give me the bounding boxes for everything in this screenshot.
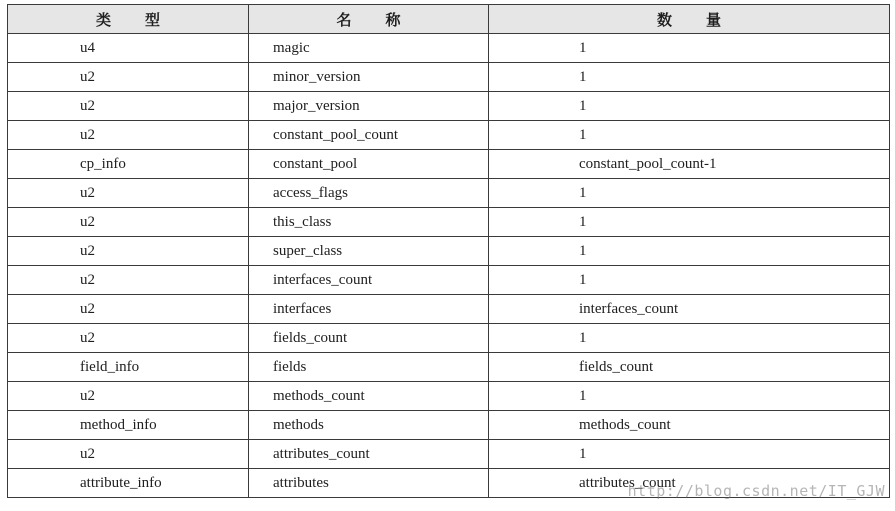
count-cell: 1 <box>489 324 890 353</box>
table-row <box>8 121 890 150</box>
header-count-char-1: 数 <box>656 10 672 29</box>
count-cell: 1 <box>489 63 890 92</box>
class-file-structure-table-container <box>7 4 890 498</box>
name-cell: methods_count <box>249 382 489 411</box>
table-row <box>8 179 890 208</box>
count-cell: interfaces_count <box>489 295 890 324</box>
count-cell: constant_pool_count-1 <box>489 150 890 179</box>
table-row <box>8 92 890 121</box>
count-cell: 1 <box>489 92 890 121</box>
table-row <box>8 34 890 63</box>
name-cell: major_version <box>249 92 489 121</box>
table-row <box>8 382 890 411</box>
header-count <box>489 5 890 34</box>
table-row <box>8 411 890 440</box>
type-cell: u2 <box>8 92 249 121</box>
watermark-text: http://blog.csdn.net/IT_GJW <box>627 482 885 500</box>
header-name <box>249 5 489 34</box>
type-cell: u2 <box>8 208 249 237</box>
name-cell: this_class <box>249 208 489 237</box>
type-cell: cp_info <box>8 150 249 179</box>
table-body <box>8 34 890 498</box>
type-cell: u4 <box>8 34 249 63</box>
table-row <box>8 63 890 92</box>
name-cell: interfaces_count <box>249 266 489 295</box>
type-cell: attribute_info <box>8 469 249 498</box>
count-cell: 1 <box>489 382 890 411</box>
table-row <box>8 324 890 353</box>
type-cell: u2 <box>8 440 249 469</box>
type-cell: u2 <box>8 324 249 353</box>
type-cell: u2 <box>8 63 249 92</box>
name-cell: constant_pool <box>249 150 489 179</box>
table-row <box>8 295 890 324</box>
name-cell: fields <box>249 353 489 382</box>
count-cell: 1 <box>489 208 890 237</box>
header-name-char-1: 名 <box>336 10 352 29</box>
type-cell: u2 <box>8 237 249 266</box>
count-cell: 1 <box>489 266 890 295</box>
name-cell: fields_count <box>249 324 489 353</box>
count-cell: 1 <box>489 121 890 150</box>
name-cell: magic <box>249 34 489 63</box>
type-cell: field_info <box>8 353 249 382</box>
count-cell: attributes_count <box>489 469 890 498</box>
type-cell: u2 <box>8 179 249 208</box>
table-header-row <box>8 5 890 34</box>
count-cell: 1 <box>489 34 890 63</box>
header-type-char-2: 型 <box>145 10 161 29</box>
name-cell: access_flags <box>249 179 489 208</box>
table-row <box>8 353 890 382</box>
table-row <box>8 237 890 266</box>
table-row <box>8 150 890 179</box>
header-type-char-1: 类 <box>95 10 111 29</box>
count-cell: 1 <box>489 440 890 469</box>
table-row <box>8 208 890 237</box>
type-cell: u2 <box>8 295 249 324</box>
table-row <box>8 440 890 469</box>
count-cell: 1 <box>489 237 890 266</box>
header-name-char-2: 称 <box>385 10 401 29</box>
name-cell: constant_pool_count <box>249 121 489 150</box>
type-cell: u2 <box>8 266 249 295</box>
name-cell: attributes_count <box>249 440 489 469</box>
count-cell: methods_count <box>489 411 890 440</box>
name-cell: interfaces <box>249 295 489 324</box>
type-cell: u2 <box>8 121 249 150</box>
name-cell: methods <box>249 411 489 440</box>
header-type <box>8 5 249 34</box>
table-row <box>8 266 890 295</box>
name-cell: attributes <box>249 469 489 498</box>
name-cell: minor_version <box>249 63 489 92</box>
count-cell: fields_count <box>489 353 890 382</box>
header-count-char-2: 量 <box>706 10 722 29</box>
name-cell: super_class <box>249 237 489 266</box>
type-cell: u2 <box>8 382 249 411</box>
type-cell: method_info <box>8 411 249 440</box>
class-file-structure-table <box>7 4 890 498</box>
count-cell: 1 <box>489 179 890 208</box>
